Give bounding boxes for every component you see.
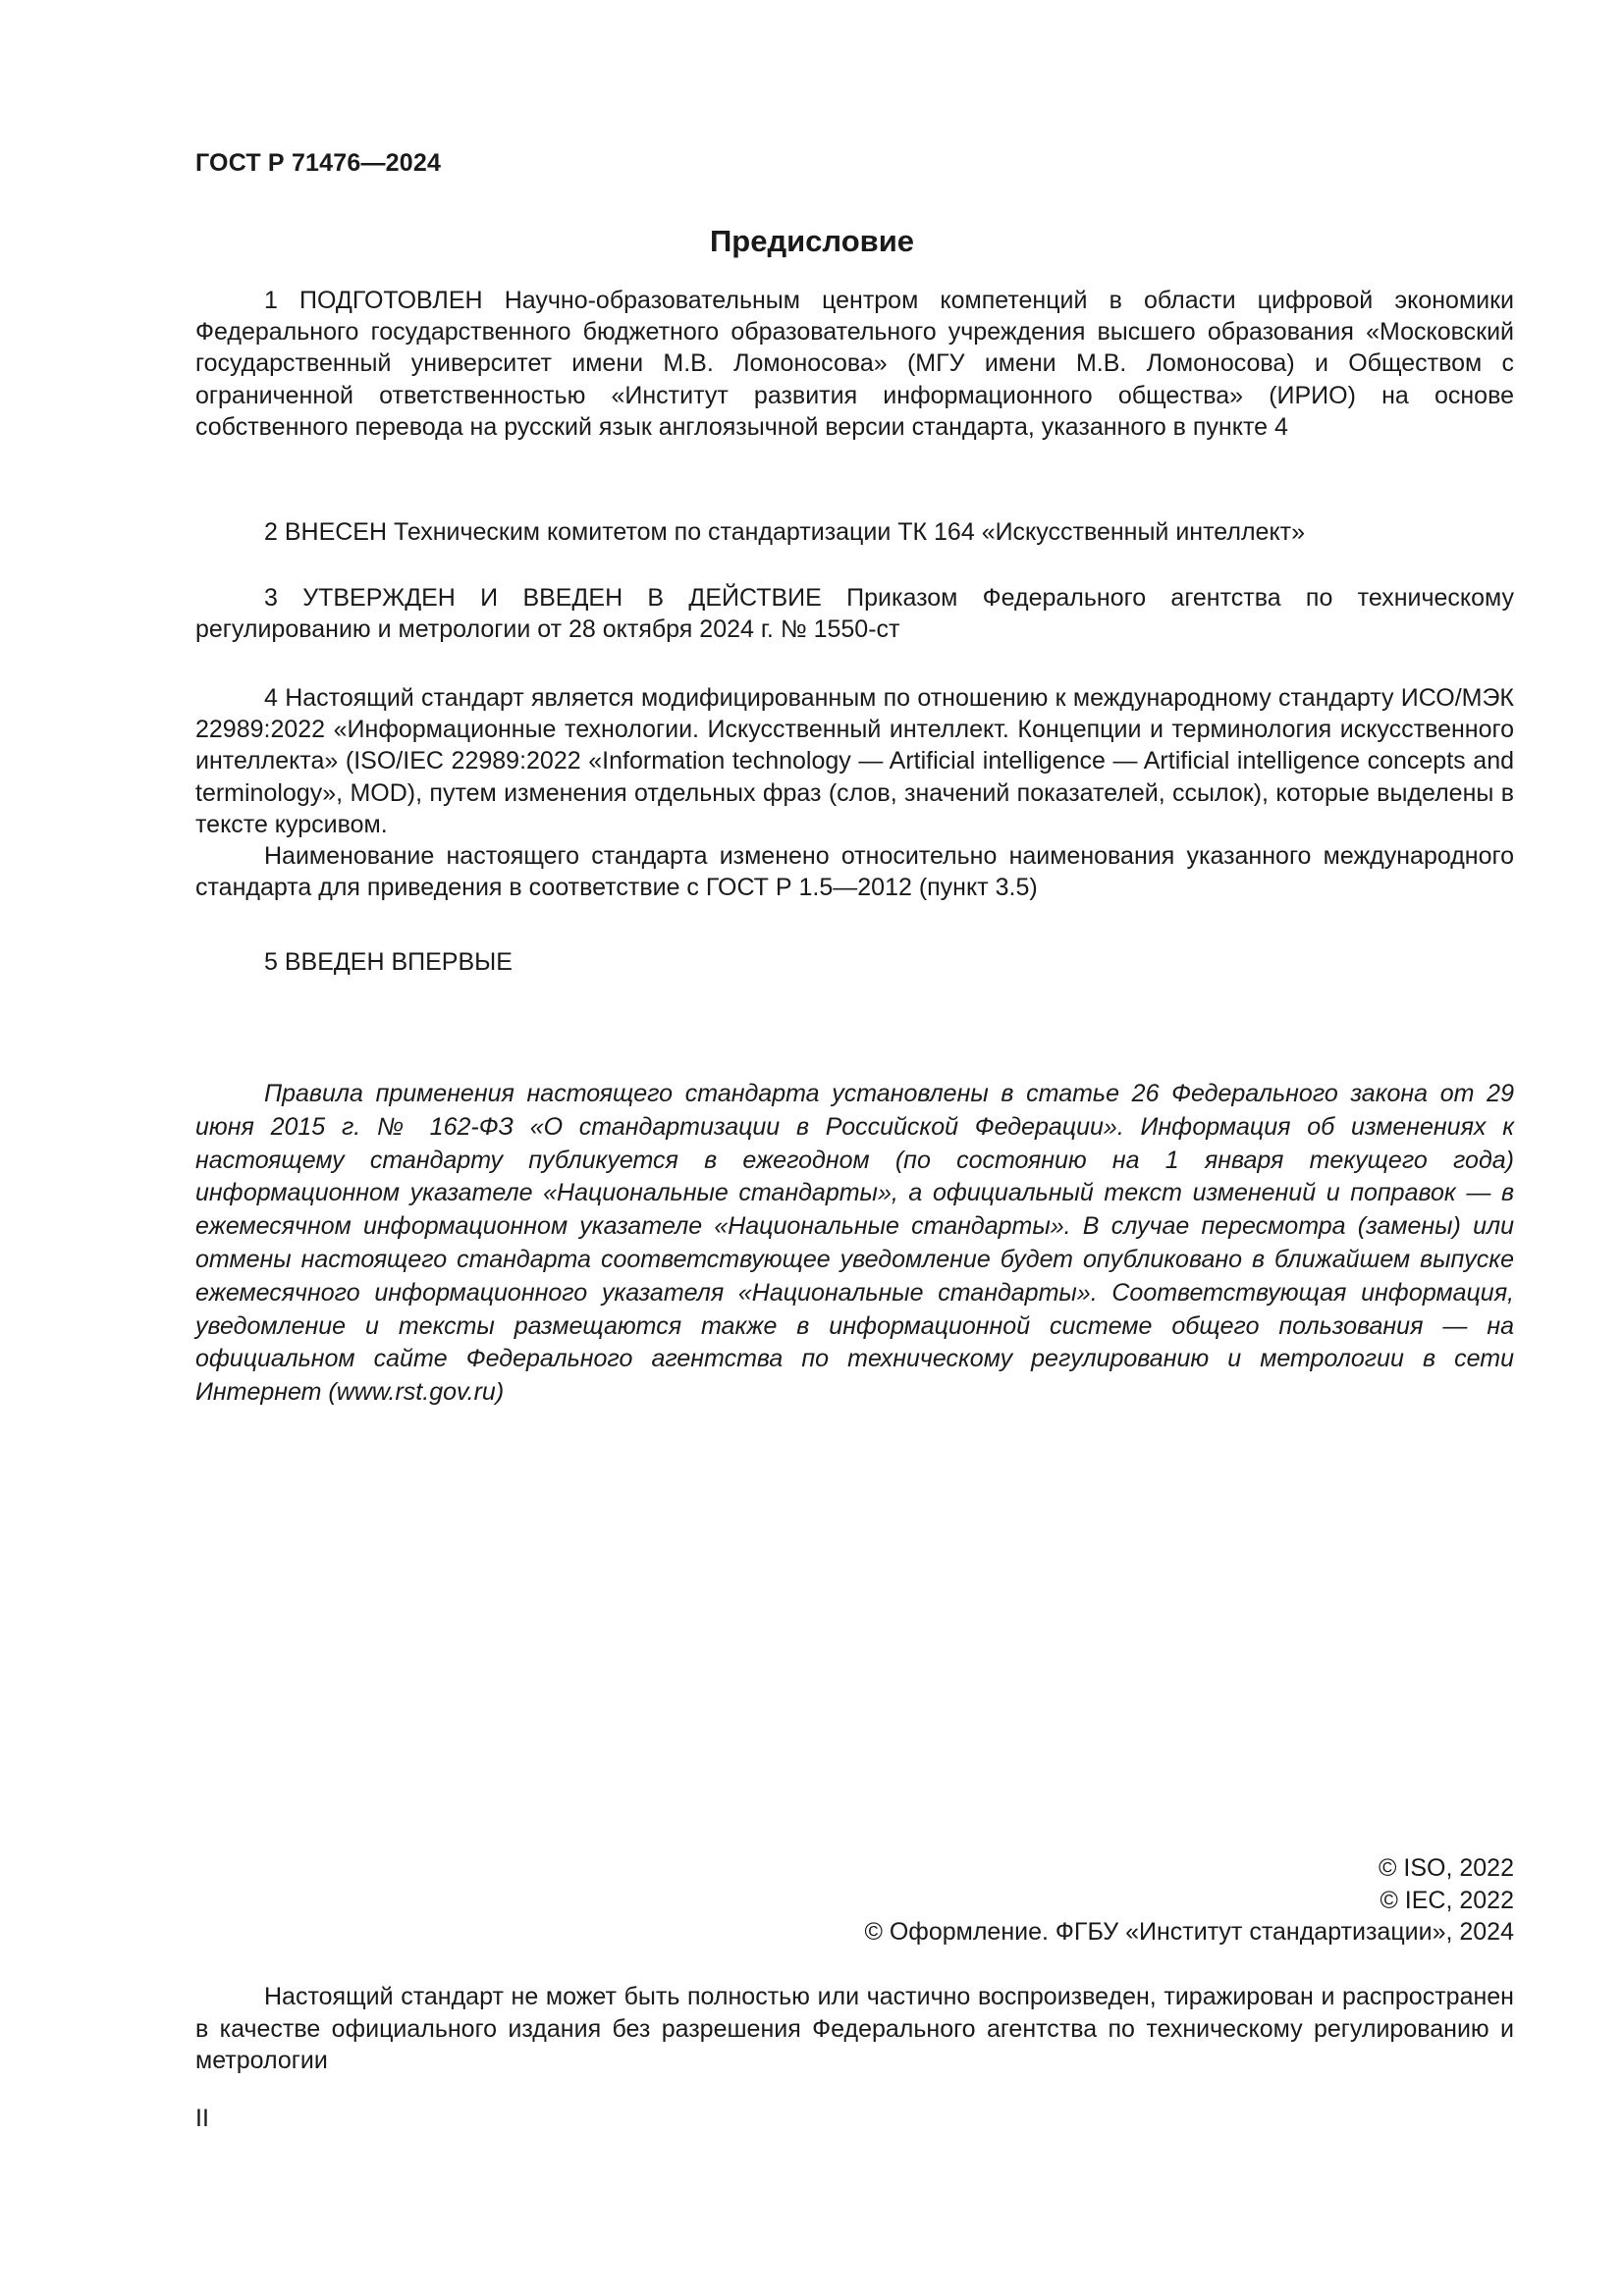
page-title: Предисловие [709, 224, 914, 258]
foreword-item-1-text: 1 ПОДГОТОВЛЕН Научно-образовательным центром компетенций в области цифровой экономики Федерального государственного бюджетного образовательного учреждения высшего образования «Московский государственный университет имени М.В. Ломоносова» (МГУ имени М.В. Ломоносова) и Обществом с ограниченной ответственностью «Институт развития информационного общества» (ИРИО) на основе собственного перевода на русский язык англоязычной версии стандарта, указанного в пункте 4 [195, 287, 1514, 441]
foreword-item-2-text: 2 ВНЕСЕН Техническим комитетом по стандартизации ТК 164 «Искусственный интеллект» [264, 518, 1306, 546]
foreword-item-5-text: 5 ВВЕДЕН ВПЕРВЫЕ [264, 948, 513, 976]
foreword-item-3 [195, 582, 1514, 645]
application-rules-text: Правила применения настоящего стандарта установлены в статье 26 Федерального закона от 29 июня 2015 г. № 162-ФЗ «О стандартизации в Российской Федерации». Информация об изменениях к настоящему стандарту публикуется в ежегодном (по состоянию на 1 января текущего года) информационном указателе «Национальные стандарты», а официальный текст изменений и поправок — в ежемесячном информационном указателе «Национальные стандарты». В случае пересмотра (замены) или отмены настоящего стандарта соответствующее уведомление будет опубликовано в ближайшем выпуске ежемесячного информационного указателя «Национальные стандарты». Соответствующая информация, уведомление и тексты размещаются также в информационной системе общего пользования — на официальном сайте Федерального агентства по техническому регулированию и метрологии в сети Интернет (www.rst.gov.ru) [195, 1080, 1514, 1407]
foreword-item-4-note: Наименование настоящего стандарта изменено относительно наименования указанного международного стандарта для приведения в соответствие с ГОСТ Р 1.5—2012 (пункт 3.5) [195, 842, 1514, 902]
reproduction-notice-text: Настоящий стандарт не может быть полностью или частично воспроизведен, тиражирован и распространен в качестве официального издания без разрешения Федерального агентства по техническому регулированию и метрологии [195, 1983, 1514, 2074]
foreword-item-1 [195, 285, 1514, 443]
copyright-block [864, 1852, 1514, 1949]
copyright-iso: © ISO, 2022 [1379, 1854, 1514, 1882]
copyright-design: © Оформление. ФГБУ «Институт стандартизации», 2024 [864, 1918, 1514, 1946]
copyright-iec: © IEC, 2022 [1380, 1886, 1514, 1914]
foreword-item-2 [195, 516, 1514, 548]
foreword-item-3-text: 3 УТВЕРЖДЕН И ВВЕДЕН В ДЕЙСТВИЕ Приказом Федерального агентства по техническому регулированию и метрологии от 28 октября 2024 г. № 1550-ст [195, 584, 1514, 644]
application-rules [195, 1078, 1514, 1410]
reproduction-notice [195, 1981, 1514, 2077]
foreword-item-4 [195, 682, 1514, 903]
page-number: II [195, 2105, 209, 2132]
foreword-item-5 [195, 946, 1514, 978]
standard-code: ГОСТ Р 71476—2024 [195, 149, 442, 177]
foreword-item-4-text: 4 Настоящий стандарт является модифицированным по отношению к международному стандарту ИСО/МЭК 22989:2022 «Информационные технологии. Искусственный интеллект. Концепции и терминология искусственного интеллекта» (ISO/IEC 22989:2022 «Information technology — Artificial intelligence — Artificial intelligence concepts and terminology», MOD), путем изменения отдельных фраз (слов, значений показателей, ссылок), которые выделены в тексте курсивом. [195, 684, 1514, 838]
